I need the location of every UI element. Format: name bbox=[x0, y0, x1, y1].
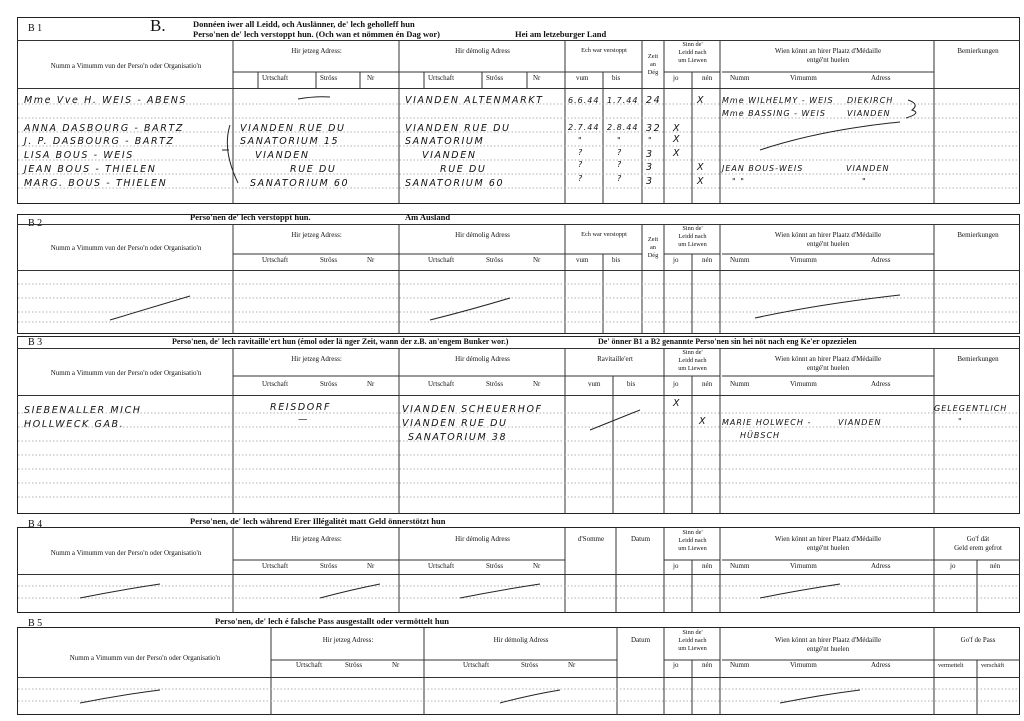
col-nr: Nr bbox=[533, 380, 541, 388]
col-nr: Nr bbox=[568, 661, 576, 669]
col-vermettelt: vermettelt bbox=[938, 662, 964, 669]
b1-row-name: ANNA DASBOURG - BARTZ bbox=[24, 123, 184, 134]
col-nr: Nr bbox=[367, 380, 375, 388]
b1-row-nen: X bbox=[697, 95, 706, 106]
col-addr-then-header: Hir démolig Adress bbox=[455, 231, 510, 239]
col-adress: Adress bbox=[871, 380, 891, 388]
col-sinn: Sinn de' bbox=[682, 41, 703, 48]
col-somme-header: d'Somme bbox=[577, 535, 605, 543]
b1-row-name: JEAN BOUS - THIELEN bbox=[24, 164, 157, 175]
col-sinn: Leidd nach bbox=[678, 357, 707, 364]
b3-row-then: SANATORIUM 38 bbox=[408, 432, 508, 443]
b1-row-name: LISA BOUS - WEIS bbox=[24, 150, 134, 161]
col-jo: jo bbox=[673, 562, 679, 570]
section-title: Perso'nen, de' lech ravitaille'ert hun (émol oder lä nger Zeit, wann der z.B. an'engem Bunker wor.) bbox=[172, 337, 509, 346]
col-nen: nén bbox=[702, 380, 713, 388]
b1-row-medal-numm: " " bbox=[732, 177, 745, 186]
b3-row-remark: " bbox=[958, 417, 963, 426]
col-vum: vum bbox=[576, 74, 589, 82]
b1-row-zeit: 3 bbox=[646, 162, 654, 173]
col-virnumm: Virnumm bbox=[790, 256, 817, 264]
col-addr-then-header: Hir démolig Adress bbox=[455, 355, 510, 363]
col-jo: jo bbox=[673, 256, 679, 264]
col-sinn: Leidd nach bbox=[678, 233, 707, 240]
col-addr-then-header: Hir démolig Adress bbox=[455, 535, 510, 543]
col-nr: Nr bbox=[367, 74, 375, 82]
col-sinn: Leidd nach bbox=[678, 537, 707, 544]
col-sinn: Leidd nach bbox=[678, 49, 707, 56]
col-remarks-header: Bemierkungen bbox=[957, 47, 999, 55]
section-label: B 1 bbox=[28, 23, 43, 34]
col-name-header: Numm a Vimumm vun der Perso'n oder Organisatio'n bbox=[50, 369, 202, 377]
col-numm: Numm bbox=[730, 74, 750, 82]
b1-row-medal-numm: Mme WILHELMY - WEIS bbox=[722, 96, 834, 105]
b1-row-zeit: " bbox=[648, 136, 653, 145]
b1-row-medal-numm: JEAN BOUS-WEIS bbox=[722, 164, 804, 173]
col-zeit: Zeit bbox=[647, 53, 659, 60]
col-medal-header: Wien könnt an hirer Plaatz d'Médaille bbox=[774, 47, 882, 55]
col-hidden-header: Ech war verstoppt bbox=[581, 47, 627, 54]
b1-row-bis: 1.7.44 bbox=[607, 96, 639, 105]
col-vum: vum bbox=[576, 256, 589, 264]
col-nr: Nr bbox=[367, 256, 375, 264]
col-medal-header: entgé'nt huelen bbox=[806, 364, 850, 372]
col-nr: Nr bbox=[533, 562, 541, 570]
section-note: De' önner B1 a B2 genannte Perso'nen sin hei nöt nach eng Ke'er opzezielen bbox=[598, 337, 857, 346]
col-zeit: Dég bbox=[647, 252, 659, 259]
col-jo: jo bbox=[673, 661, 679, 669]
col-stross: Ströss bbox=[486, 256, 504, 264]
col-name-header: Numm a Vimumm vun der Perso'n oder Organisatio'n bbox=[50, 244, 202, 252]
b1-row-vum: 2.7.44 bbox=[568, 123, 600, 132]
form-header-land: Hei am letzeburger Land bbox=[515, 29, 607, 39]
b1-row-now: VIANDEN RUE DU bbox=[240, 123, 346, 134]
col-numm: Numm bbox=[730, 380, 750, 388]
b1-row-then: RUE DU bbox=[440, 164, 487, 175]
b3-row-now: — bbox=[298, 414, 310, 425]
col-nr: Nr bbox=[367, 562, 375, 570]
col-urtschaft: Urtschaft bbox=[262, 256, 289, 264]
col-sinn: Sinn de' bbox=[682, 225, 703, 232]
b3-row-remark: GELEGENTLICH bbox=[934, 404, 1008, 413]
col-urtschaft: Urtschaft bbox=[262, 380, 289, 388]
col-remarks-header: Bemierkungen bbox=[957, 355, 999, 363]
col-medal-header: entgé'nt huelen bbox=[806, 645, 850, 653]
col-urtschaft: Urtschaft bbox=[428, 380, 455, 388]
col-bis: bis bbox=[627, 380, 636, 388]
col-adress: Adress bbox=[871, 256, 891, 264]
col-numm: Numm bbox=[730, 661, 750, 669]
col-stross: Ströss bbox=[320, 380, 338, 388]
col-nen: nén bbox=[702, 74, 713, 82]
b1-row-medal-addr: DIEKIRCH bbox=[847, 96, 894, 105]
b1-row-jo: X bbox=[673, 148, 682, 159]
col-sinn: Sinn de' bbox=[682, 349, 703, 356]
col-verschaft: verschäft bbox=[981, 662, 1005, 669]
col-virnumm: Virnumm bbox=[790, 380, 817, 388]
b1-row-vum: ? bbox=[578, 160, 584, 169]
b3-row-then: VIANDEN RUE DU bbox=[402, 418, 508, 429]
b1-row-medal-addr: VIANDEN bbox=[846, 164, 890, 173]
b3-row-jo: X bbox=[673, 398, 682, 409]
col-virnumm: Virnumm bbox=[790, 661, 817, 669]
b3-row-medal-numm: HÜBSCH bbox=[740, 431, 781, 440]
col-nr: Nr bbox=[533, 256, 541, 264]
col-urtschaft: Urtschaft bbox=[262, 562, 289, 570]
col-hidden-header: Ech war verstoppt bbox=[581, 231, 627, 238]
b1-row-then: SANATORIUM 60 bbox=[405, 178, 505, 189]
col-jo: jo bbox=[673, 380, 679, 388]
col-nen: nén bbox=[990, 562, 1001, 570]
b1-row-vum: 6.6.44 bbox=[568, 96, 600, 105]
col-medal-header: entgé'nt huelen bbox=[806, 544, 850, 552]
col-nen: nén bbox=[702, 562, 713, 570]
col-urtschaft: Urtschaft bbox=[428, 562, 455, 570]
col-sinn: um Liewen bbox=[678, 241, 707, 248]
col-jo: jo bbox=[950, 562, 956, 570]
col-sinn: um Liewen bbox=[678, 545, 707, 552]
b1-row-zeit: 32 bbox=[646, 123, 662, 134]
col-stross: Ströss bbox=[486, 380, 504, 388]
b1-row-jo: X bbox=[673, 134, 682, 145]
col-name-header: Numm a Vimumm vun der Perso'n oder Organisatio'n bbox=[50, 549, 202, 557]
form-header-line2: Perso'nen de' lech verstoppt hun. (Och wan et nömmen én Dag wor) bbox=[193, 29, 440, 39]
b1-row-name: Mme Vve H. WEIS - ABENS bbox=[24, 95, 188, 106]
b1-row-nen: X bbox=[697, 176, 706, 187]
col-zeit: Dég bbox=[647, 69, 659, 76]
b3-row-name: SIEBENALLER MICH bbox=[24, 405, 142, 416]
form-header-line1: Donnéen iwer all Leidd, och Auslänner, de' lech geholleff hun bbox=[193, 19, 415, 29]
b1-row-now: SANATORIUM 60 bbox=[250, 178, 350, 189]
b1-row-bis: ? bbox=[617, 148, 623, 157]
col-name-header: Numm a Vimumm vun der Perso'n oder Organisatio'n bbox=[69, 654, 221, 662]
col-addr-now-header: Hir jetzeg Adress: bbox=[322, 636, 374, 644]
b1-row-zeit: 24 bbox=[646, 95, 662, 106]
col-medal-header: entgé'nt huelen bbox=[806, 240, 850, 248]
col-virnumm: Virnumm bbox=[790, 74, 817, 82]
col-nen: nén bbox=[702, 661, 713, 669]
b1-row-now: SANATORIUM 15 bbox=[240, 136, 340, 147]
col-urtschaft: Urtschaft bbox=[428, 256, 455, 264]
b1-row-zeit: 3 bbox=[646, 149, 654, 160]
col-urtschaft: Urtschaft bbox=[262, 74, 289, 82]
section-title: Am Ausland bbox=[405, 212, 451, 222]
col-remarks-header: Bemierkungen bbox=[957, 231, 999, 239]
b1-row-then: VIANDEN RUE DU bbox=[405, 123, 511, 134]
col-nr: Nr bbox=[392, 661, 400, 669]
b1-row-nen: X bbox=[697, 162, 706, 173]
col-sinn: um Liewen bbox=[678, 365, 707, 372]
col-name-header: Numm a Vimumm vun der Perso'n oder Organisatio'n bbox=[50, 62, 202, 70]
col-zeit: an bbox=[650, 61, 656, 68]
b1-row-vum: ? bbox=[578, 174, 584, 183]
col-zeit: an bbox=[650, 244, 656, 251]
b1-row-medal-addr: " bbox=[862, 177, 867, 186]
col-bis: bis bbox=[612, 256, 621, 264]
col-adress: Adress bbox=[871, 661, 891, 669]
col-numm: Numm bbox=[730, 256, 750, 264]
section-label: B 5 bbox=[28, 618, 43, 629]
col-gof-header: Geld erem gefrot bbox=[954, 544, 1002, 552]
col-sinn: Sinn de' bbox=[682, 529, 703, 536]
col-addr-then-header: Hir démolig Adress bbox=[455, 47, 510, 55]
b3-row-nen: X bbox=[699, 416, 708, 427]
col-datum-header: Datum bbox=[630, 535, 651, 543]
section-label: B 2 bbox=[28, 218, 43, 229]
b3-row-medal-numm: MARIE HOLWECH - bbox=[722, 418, 812, 427]
col-vum: vum bbox=[588, 380, 601, 388]
col-numm: Numm bbox=[730, 562, 750, 570]
b1-row-now: VIANDEN bbox=[255, 150, 310, 161]
section-title: Perso'nen de' lech verstoppt hun. bbox=[190, 212, 311, 222]
section-title: Perso'nen, de' lech é falsche Pass ausgestallt oder vermöttelt hun bbox=[215, 616, 450, 626]
b1-row-bis: " bbox=[617, 136, 622, 145]
b1-row-now: RUE DU bbox=[290, 164, 337, 175]
col-adress: Adress bbox=[871, 74, 891, 82]
col-urtschaft: Urtschaft bbox=[463, 661, 490, 669]
col-stross: Ströss bbox=[486, 562, 504, 570]
col-ravit-header: Ravitaille'ert bbox=[597, 355, 633, 363]
col-jo: jo bbox=[673, 74, 679, 82]
b1-row-then: VIANDEN bbox=[422, 150, 477, 161]
b1-row-then: VIANDEN ALTENMARKT bbox=[405, 95, 544, 106]
b3-row-then: VIANDEN SCHEUERHOF bbox=[402, 404, 543, 415]
col-stross: Ströss bbox=[320, 562, 338, 570]
b3-row-now: REISDORF bbox=[270, 402, 332, 413]
section-title: Perso'nen, de' lech während Erer Illégalitét matt Geld önnerstötzt hun bbox=[190, 516, 446, 526]
col-addr-now-header: Hir jetzeg Adress: bbox=[291, 47, 342, 55]
b1-row-bis: ? bbox=[617, 160, 623, 169]
col-medal-header: Wien könnt an hirer Plaatz d'Médaille bbox=[774, 231, 882, 239]
col-bis: bis bbox=[612, 74, 621, 82]
col-nr: Nr bbox=[533, 74, 541, 82]
col-nen: nén bbox=[702, 256, 713, 264]
col-zeit: Zeit bbox=[647, 236, 659, 243]
b1-row-jo: X bbox=[673, 123, 682, 134]
b3-row-name: HOLLWECK GAB. bbox=[24, 419, 125, 430]
b1-row-medal-addr: VIANDEN bbox=[847, 109, 891, 118]
b1-row-medal-numm: Mme BASSING - WEIS bbox=[722, 109, 826, 118]
col-pass-header: Go'f de Pass bbox=[960, 636, 996, 644]
col-medal-header: Wien könnt an hirer Plaatz d'Médaille bbox=[774, 636, 882, 644]
col-sinn: um Liewen bbox=[678, 645, 707, 652]
b1-row-name: J. P. DASBOURG - BARTZ bbox=[24, 136, 175, 147]
col-medal-header: entgé'nt huelen bbox=[806, 56, 850, 64]
col-virnumm: Virnumm bbox=[790, 562, 817, 570]
section-label: B 4 bbox=[28, 519, 43, 530]
b3-row-medal-addr: VIANDEN bbox=[838, 418, 882, 427]
b1-row-vum: " bbox=[578, 136, 583, 145]
col-addr-then-header: Hir démolig Adress bbox=[493, 636, 549, 644]
col-stross: Ströss bbox=[320, 256, 338, 264]
b1-row-bis: ? bbox=[617, 174, 623, 183]
col-sinn: um Liewen bbox=[678, 57, 707, 64]
section-label: B 3 bbox=[28, 337, 43, 348]
col-urtschaft: Urtschaft bbox=[296, 661, 323, 669]
col-sinn: Leidd nach bbox=[678, 637, 707, 644]
col-stross: Ströss bbox=[320, 74, 338, 82]
col-urtschaft: Urtschaft bbox=[428, 74, 455, 82]
col-addr-now-header: Hir jetzeg Adress: bbox=[291, 231, 342, 239]
b1-row-then: SANATORIUM bbox=[405, 136, 485, 147]
col-medal-header: Wien könnt an hirer Plaatz d'Médaille bbox=[774, 535, 882, 543]
col-stross: Ströss bbox=[521, 661, 539, 669]
col-addr-now-header: Hir jetzeg Adress: bbox=[291, 535, 342, 543]
form-title-letter: B. bbox=[150, 16, 166, 35]
b1-row-vum: ? bbox=[578, 148, 584, 157]
b1-row-bis: 2.8.44 bbox=[607, 123, 639, 132]
col-stross: Ströss bbox=[345, 661, 363, 669]
col-datum-header: Datum bbox=[630, 636, 651, 644]
b1-row-zeit: 3 bbox=[646, 176, 654, 187]
col-medal-header: Wien könnt an hirer Plaatz d'Médaille bbox=[774, 355, 882, 363]
b1-row-name: MARG. BOUS - THIELEN bbox=[24, 178, 168, 189]
col-stross: Ströss bbox=[486, 74, 504, 82]
col-sinn: Sinn de' bbox=[682, 629, 703, 636]
col-addr-now-header: Hir jetzeg Adress: bbox=[291, 355, 342, 363]
col-gof-header: Go'f dät bbox=[966, 535, 990, 543]
col-adress: Adress bbox=[871, 562, 891, 570]
